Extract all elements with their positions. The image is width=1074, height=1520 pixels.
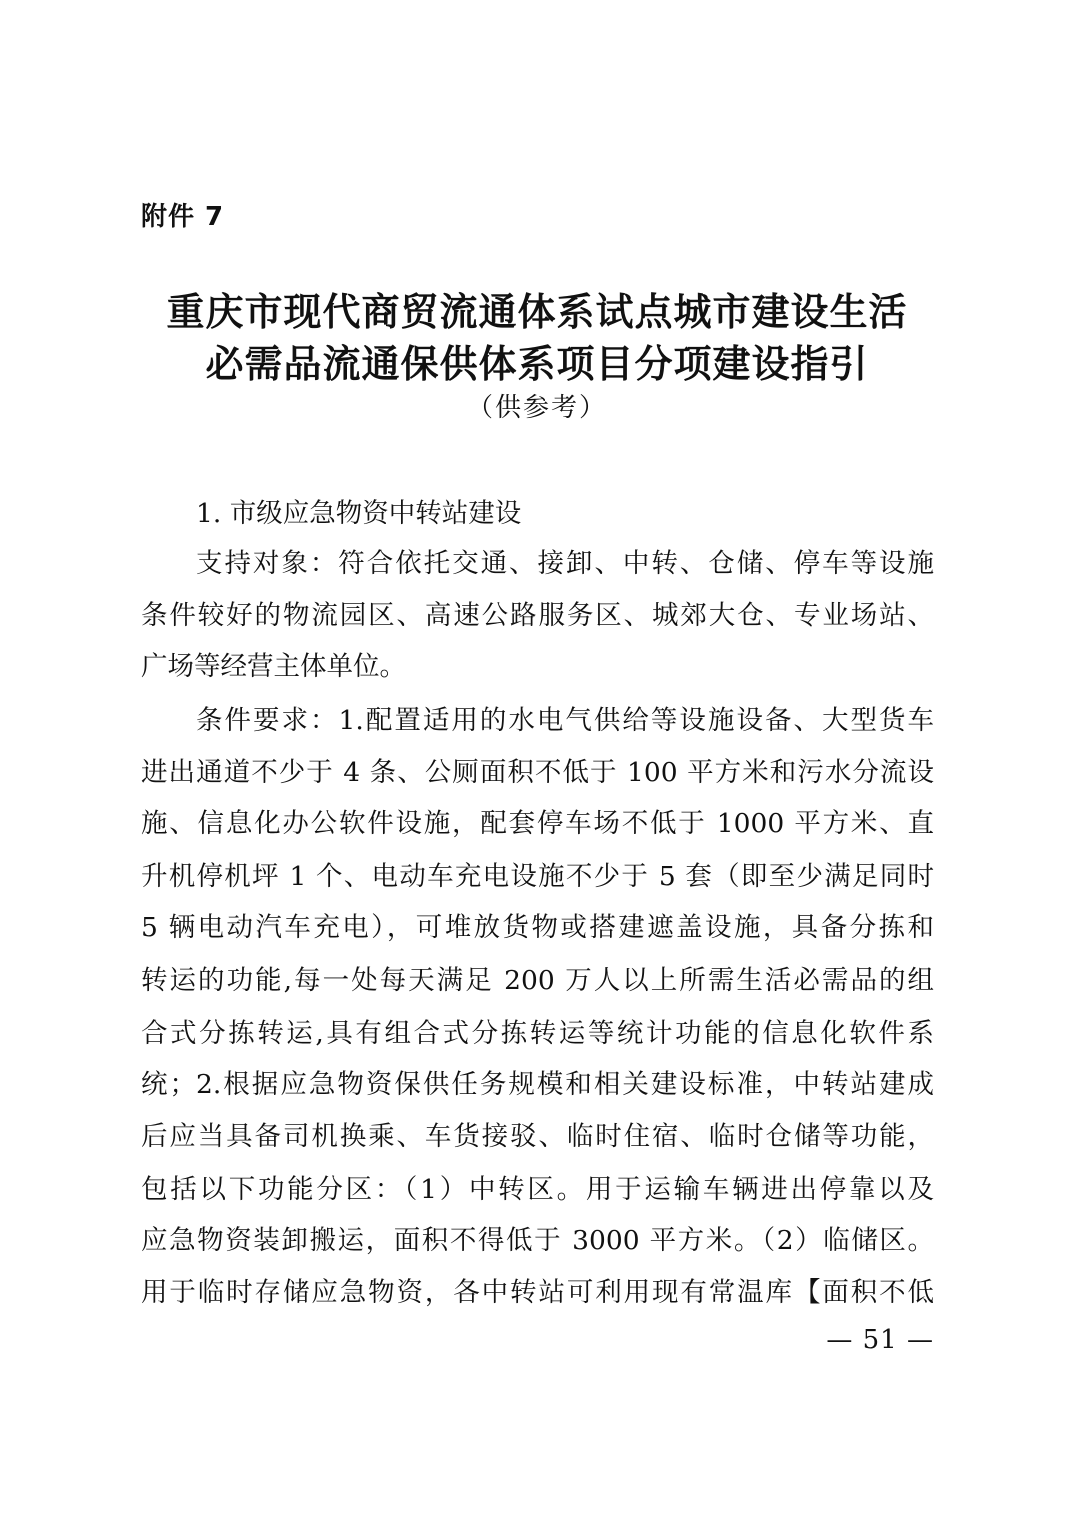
title-line-2: 必需品流通保供体系项目分项建设指引	[205, 342, 869, 386]
body-line: 包括以下功能分区：（1）中转区。用于运输车辆进出停靠以及	[141, 1174, 934, 1205]
body-line: 5 辆电动汽车充电），可堆放货物或搭建遮盖设施，具备分拣和	[141, 912, 934, 943]
body-line: 用于临时存储应急物资，各中转站可利用现有常温库【面积不低	[141, 1277, 934, 1308]
body-line: 合式分拣转运,具有组合式分拣转运等统计功能的信息化软件系	[141, 1018, 934, 1049]
page-number: — 51 —	[826, 1325, 934, 1355]
section-heading: 1. 市级应急物资中转站建设	[196, 498, 522, 529]
body-line: 后应当具备司机换乘、车货接驳、临时住宿、临时仓储等功能，	[141, 1121, 934, 1152]
body-line: 广场等经营主体单位。	[141, 651, 406, 682]
body-line: 条件较好的物流园区、高速公路服务区、城郊大仓、专业场站、	[141, 600, 934, 631]
body-line: 应急物资装卸搬运，面积不得低于 3000 平方米。（2）临储区。	[141, 1225, 934, 1256]
body-line: 施、信息化办公软件设施，配套停车场不低于 1000 平方米、直	[141, 808, 934, 839]
body-line: 转运的功能,每一处每天满足 200 万人以上所需生活必需品的组	[141, 965, 934, 996]
subtitle: （供参考）	[466, 393, 607, 423]
body-line: 条件要求：1.配置适用的水电气供给等设施设备、大型货车	[196, 705, 934, 736]
body-line: 统；2.根据应急物资保供任务规模和相关建设标准，中转站建成	[141, 1069, 934, 1100]
body-line: 支持对象：符合依托交通、接卸、中转、仓储、停车等设施	[196, 548, 934, 579]
title-line-1: 重庆市现代商贸流通体系试点城市建设生活	[166, 290, 908, 334]
body-line: 升机停机坪 1 个、电动车充电设施不少于 5 套（即至少满足同时	[141, 861, 934, 892]
body-line: 进出通道不少于 4 条、公厕面积不低于 100 平方米和污水分流设	[141, 757, 934, 788]
attachment-label: 附件 7	[141, 202, 225, 232]
